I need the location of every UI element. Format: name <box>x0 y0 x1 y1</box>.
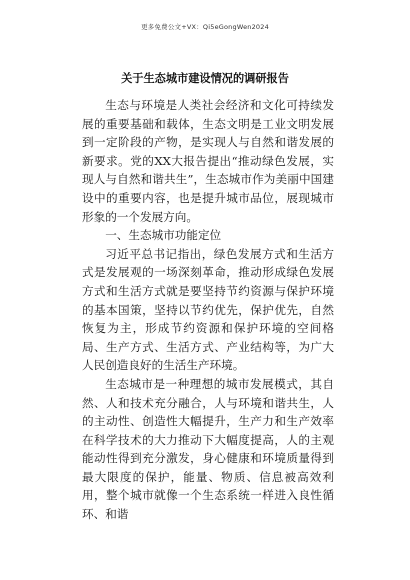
paragraph-intro: 生态与环境是人类社会经济和文化可持续发展的重要基础和载体，生态文明是工业文明发展到一定阶段的产物，是实现人与自然和谐发展的新要求。党的XX大报告提出“推动绿色发展，实现人与自然和谐共生”，生态城市作为美丽中国建设中的重要内容，也是提升城市品位，展现城市形象的一个发展方向。 <box>82 98 334 224</box>
paragraph-green-development: 习近平总书记指出，绿色发展方式和生活方式是发展观的一场深刻革命，推动形成绿色发展方式和生活方式就是要坚持节约资源与保护环境的基本国策，坚持以节约优先，保护优先，自然恢复为主，形成节约资源和保护环境的空间格局、生产方式、生活方式、产业结构等，为广大人民创造良好的生活生产环境。 <box>82 246 334 373</box>
document-body <box>82 96 334 524</box>
header-watermark: 更多免费公文+VX：Qi5eGongWen2024 <box>141 23 269 31</box>
document-title: 关于生态城市建设情况的调研报告 <box>121 72 289 85</box>
paragraph-eco-city-definition: 生态城市是一种理想的城市发展模式，其自然、人和技术充分融合，人与环境和谐共生，人的主动性、创造性大幅提升，生产力和生产效率在科学技术的大力推动下大幅度提高，人的主观能动性得到充分激发，身心健康和环境质量得到最大限度的保护，能量、物质、信息被高效利用，整个城市就像一个生态系统一样进入良性循环、和谐 <box>82 376 334 522</box>
section-heading-1: 一、生态城市功能定位 <box>105 228 222 243</box>
